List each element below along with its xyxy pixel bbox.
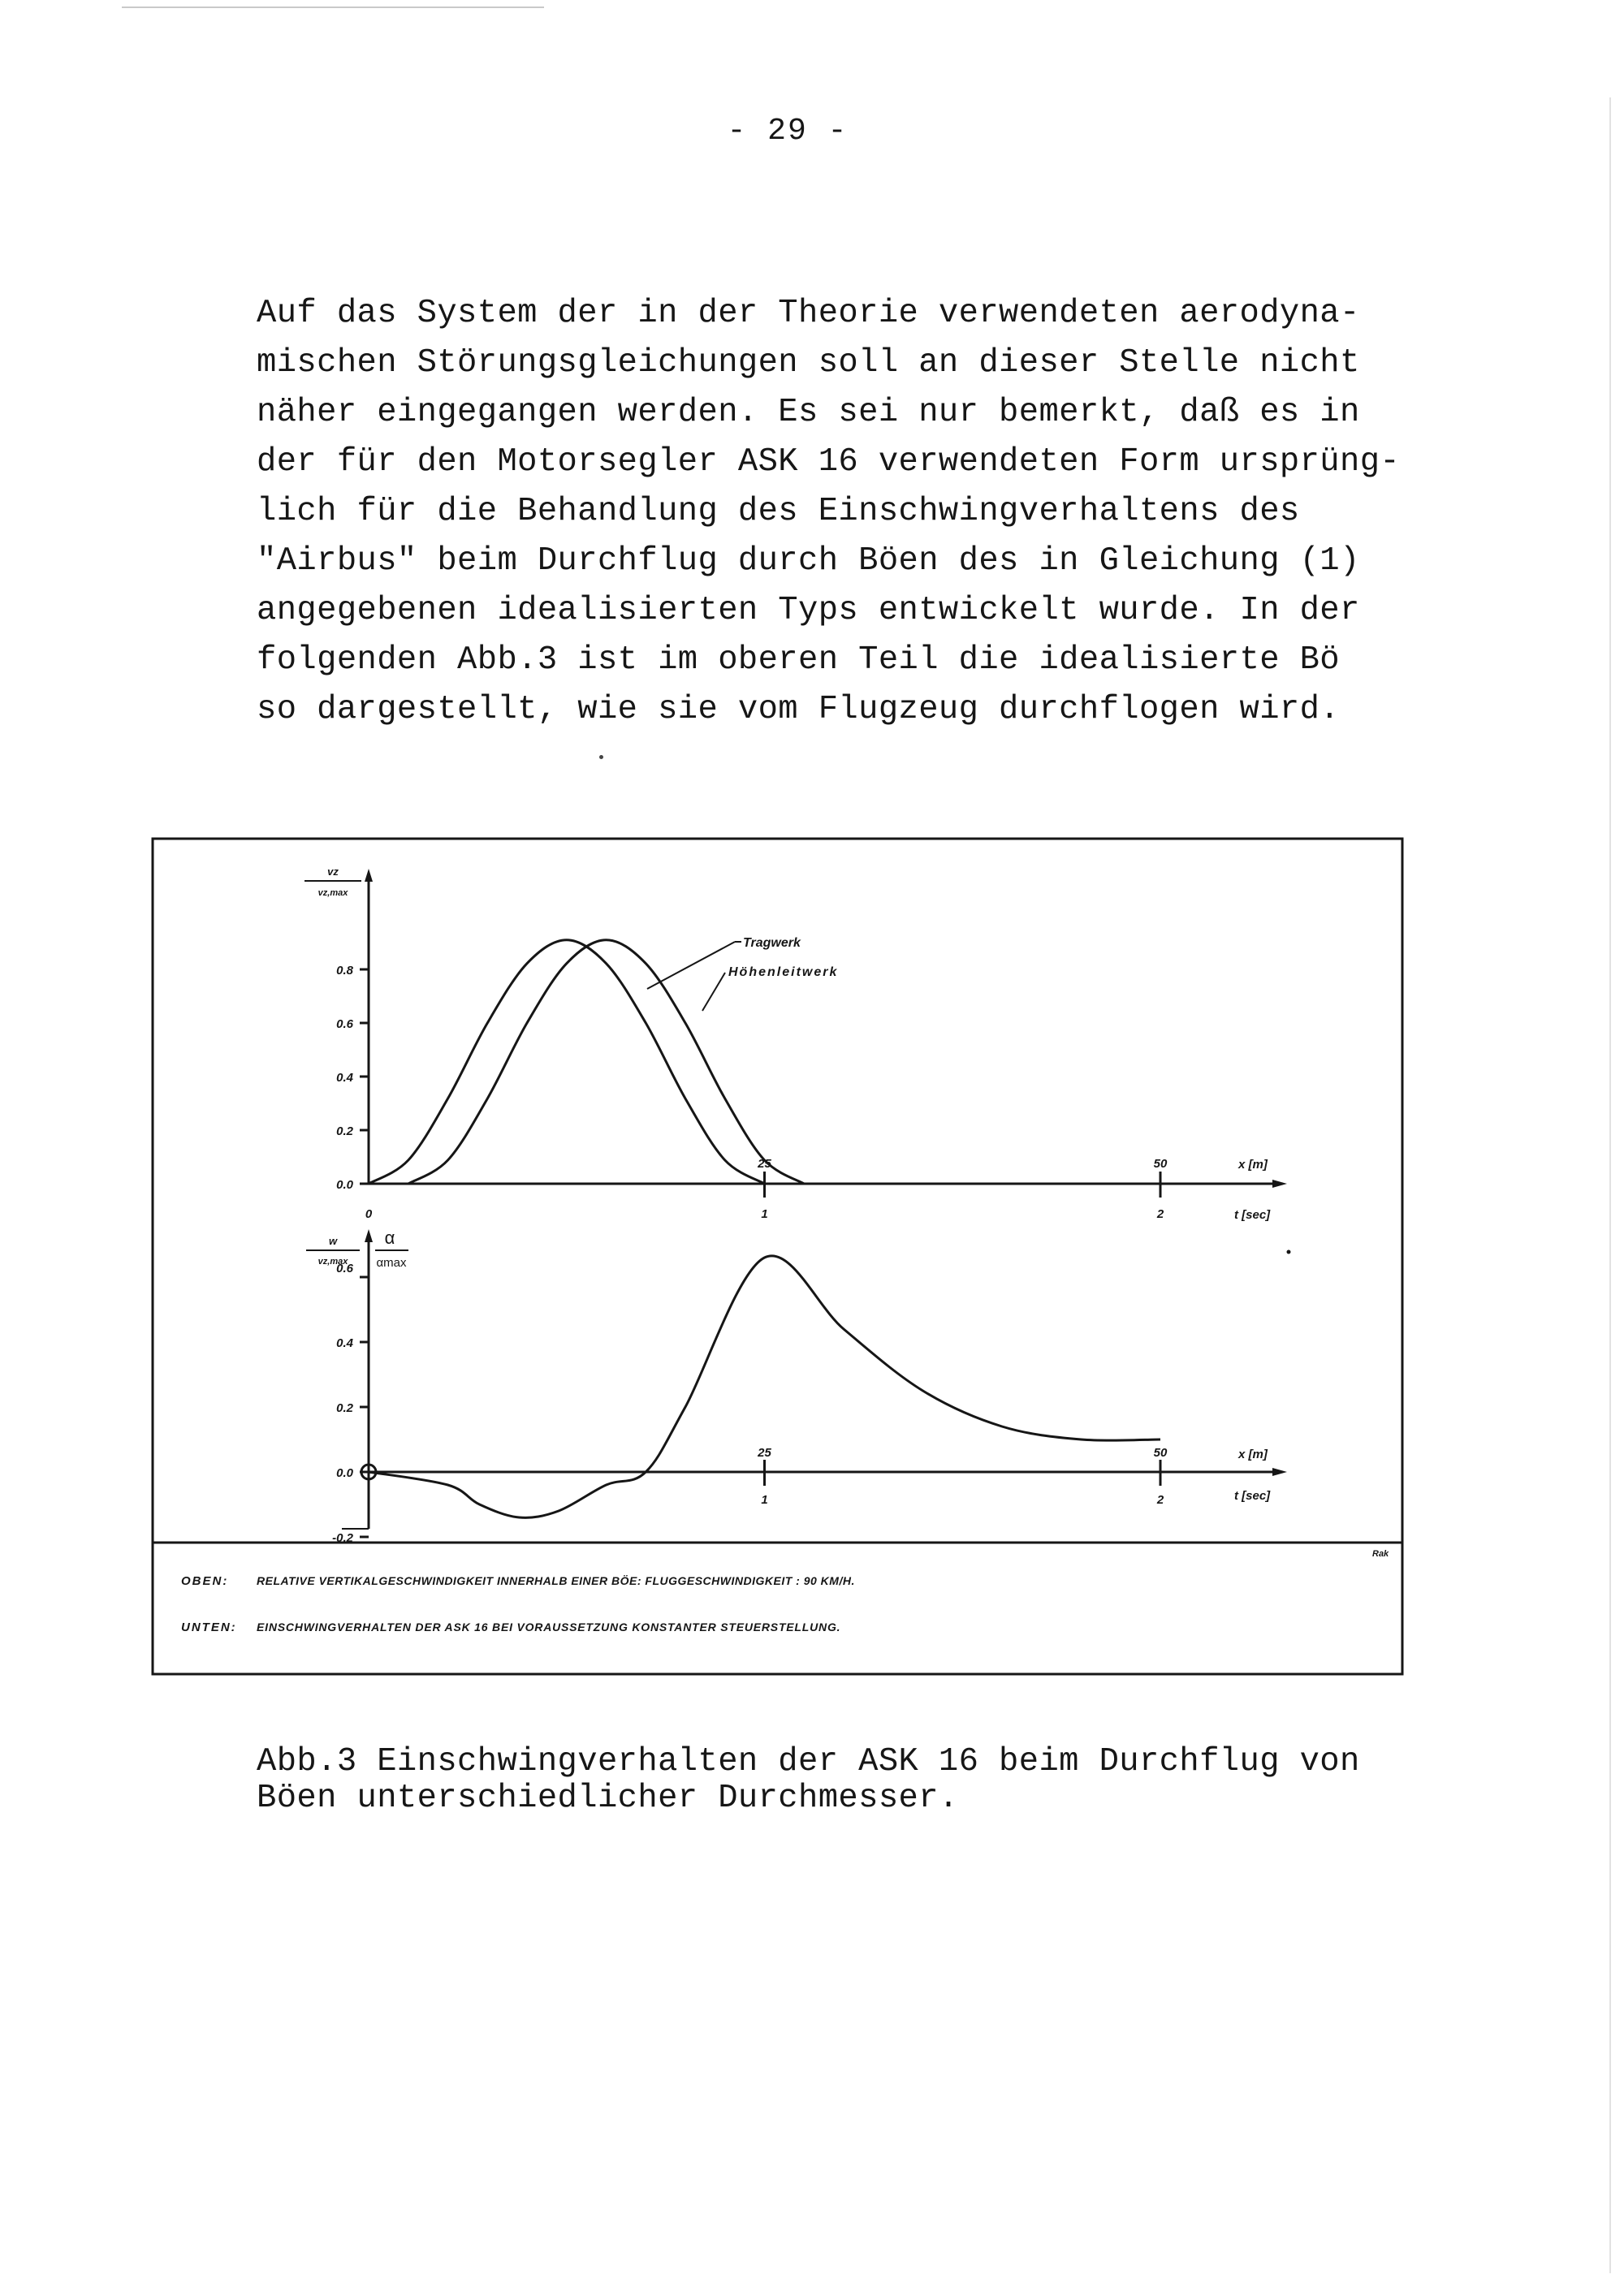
bottom-x-m-label: x [m] bbox=[1238, 1448, 1268, 1461]
bottom-x-t-tick-label: 2 bbox=[1156, 1493, 1164, 1507]
top-x-m-label: x [m] bbox=[1238, 1158, 1268, 1172]
bottom-y-tick-label: -0.2 bbox=[332, 1531, 353, 1545]
top-y-tick-label: 0.4 bbox=[336, 1071, 353, 1085]
top-y-tick-label: 0.8 bbox=[336, 964, 353, 978]
note-unten-text: EINSCHWINGVERHALTEN DER ASK 16 BEI VORAUSSETZUNG KONSTANTER STEUERSTELLUNG. bbox=[257, 1621, 841, 1634]
legend-leader-hoehenleitwerk bbox=[702, 973, 725, 1011]
top-x-m-tick-label: 25 bbox=[758, 1157, 771, 1171]
top-x-arrow bbox=[1272, 1180, 1287, 1188]
note-oben-text: RELATIVE VERTIKALGESCHWINDIGKEIT INNERHALB EINER BÖE: FLUGGESCHWINDIGKEIT : 90 KM/H. bbox=[257, 1574, 855, 1587]
top-rule bbox=[122, 6, 544, 8]
signature: Rak bbox=[1372, 1549, 1389, 1559]
bottom-y-arrow bbox=[365, 1229, 373, 1242]
top-x-t-label: t [sec] bbox=[1234, 1208, 1271, 1222]
note-oben-prefix: OBEN: bbox=[181, 1574, 229, 1588]
page-number: - 29 - bbox=[727, 114, 849, 149]
top-x-t-tick-label: 2 bbox=[1156, 1207, 1164, 1221]
top-x-t-tick-label: 0 bbox=[365, 1207, 373, 1221]
paragraph-line: mischen Störungsgleichungen soll an dieser Stelle nicht bbox=[257, 344, 1360, 382]
bottom-y-label-alpha: α bbox=[384, 1228, 395, 1248]
figure-caption bbox=[257, 1744, 1442, 1817]
bottom-y-label-alpha-den: αmax bbox=[376, 1256, 407, 1270]
bottom-y-tick-label: 0.0 bbox=[336, 1466, 353, 1480]
paragraph-line: angegebenen idealisierten Typs entwickelt wurde. In der bbox=[257, 592, 1360, 629]
top-y-tick-label: 0.0 bbox=[336, 1178, 353, 1192]
bottom-y-tick-label: 0.2 bbox=[336, 1401, 353, 1415]
top-y-label-den: vz,max bbox=[317, 888, 348, 898]
paragraph-line: näher eingegangen werden. Es sei nur bemerkt, daß es in bbox=[257, 394, 1360, 431]
paragraph-line: "Airbus" beim Durchflug durch Böen des in Gleichung (1) bbox=[257, 542, 1360, 580]
top-x-t-tick-label: 1 bbox=[761, 1207, 768, 1221]
bottom-y-tick-label: 0.4 bbox=[336, 1336, 353, 1350]
bottom-x-m-tick-label: 50 bbox=[1153, 1446, 1168, 1460]
legend-leader-tragwerk bbox=[647, 942, 735, 989]
note-unten-prefix: UNTEN: bbox=[181, 1621, 237, 1634]
bottom-x-t-tick-label: 1 bbox=[761, 1493, 768, 1507]
figure-3 bbox=[150, 836, 1405, 1677]
top-y-tick-label: 0.2 bbox=[336, 1124, 353, 1138]
paragraph-line: folgenden Abb.3 ist im oberen Teil die idealisierte Bö bbox=[257, 641, 1341, 679]
speck bbox=[599, 755, 603, 759]
bottom-y-tick-label: 0.6 bbox=[336, 1262, 353, 1275]
body-paragraph bbox=[257, 289, 1442, 735]
legend-hoehenleitwerk: Höhenleitwerk bbox=[728, 965, 839, 979]
bottom-x-m-tick-label: 25 bbox=[758, 1446, 771, 1460]
paragraph-line: Auf das System der in der Theorie verwendeten aerodyna- bbox=[257, 295, 1360, 332]
top-x-m-tick-label: 50 bbox=[1153, 1157, 1168, 1171]
top-y-arrow bbox=[365, 869, 373, 882]
top-y-tick-label: 0.6 bbox=[336, 1017, 353, 1031]
top-y-label-num: vz bbox=[327, 865, 339, 878]
bottom-y-label-w-den: vz,max bbox=[317, 1257, 348, 1267]
paragraph-line: der für den Motorsegler ASK 16 verwendeten Form ursprüng- bbox=[257, 443, 1401, 481]
paragraph-line: lich für die Behandlung des Einschwingverhaltens des bbox=[257, 493, 1300, 530]
bottom-chart bbox=[306, 1228, 1287, 1545]
bottom-x-arrow bbox=[1272, 1468, 1287, 1476]
top-chart bbox=[304, 865, 1287, 1222]
speck bbox=[1287, 1250, 1291, 1254]
bottom-y-label-w: w bbox=[328, 1235, 338, 1247]
paragraph-line: so dargestellt, wie sie vom Flugzeug durchflogen wird. bbox=[257, 691, 1341, 728]
caption-line: Böen unterschiedlicher Durchmesser. bbox=[257, 1780, 959, 1817]
bottom-x-t-label: t [sec] bbox=[1234, 1489, 1271, 1503]
caption-line: Abb.3 Einschwingverhalten der ASK 16 beim Durchflug von bbox=[257, 1743, 1360, 1780]
legend-tragwerk: Tragwerk bbox=[743, 936, 801, 950]
page-edge-line bbox=[1609, 97, 1611, 2273]
